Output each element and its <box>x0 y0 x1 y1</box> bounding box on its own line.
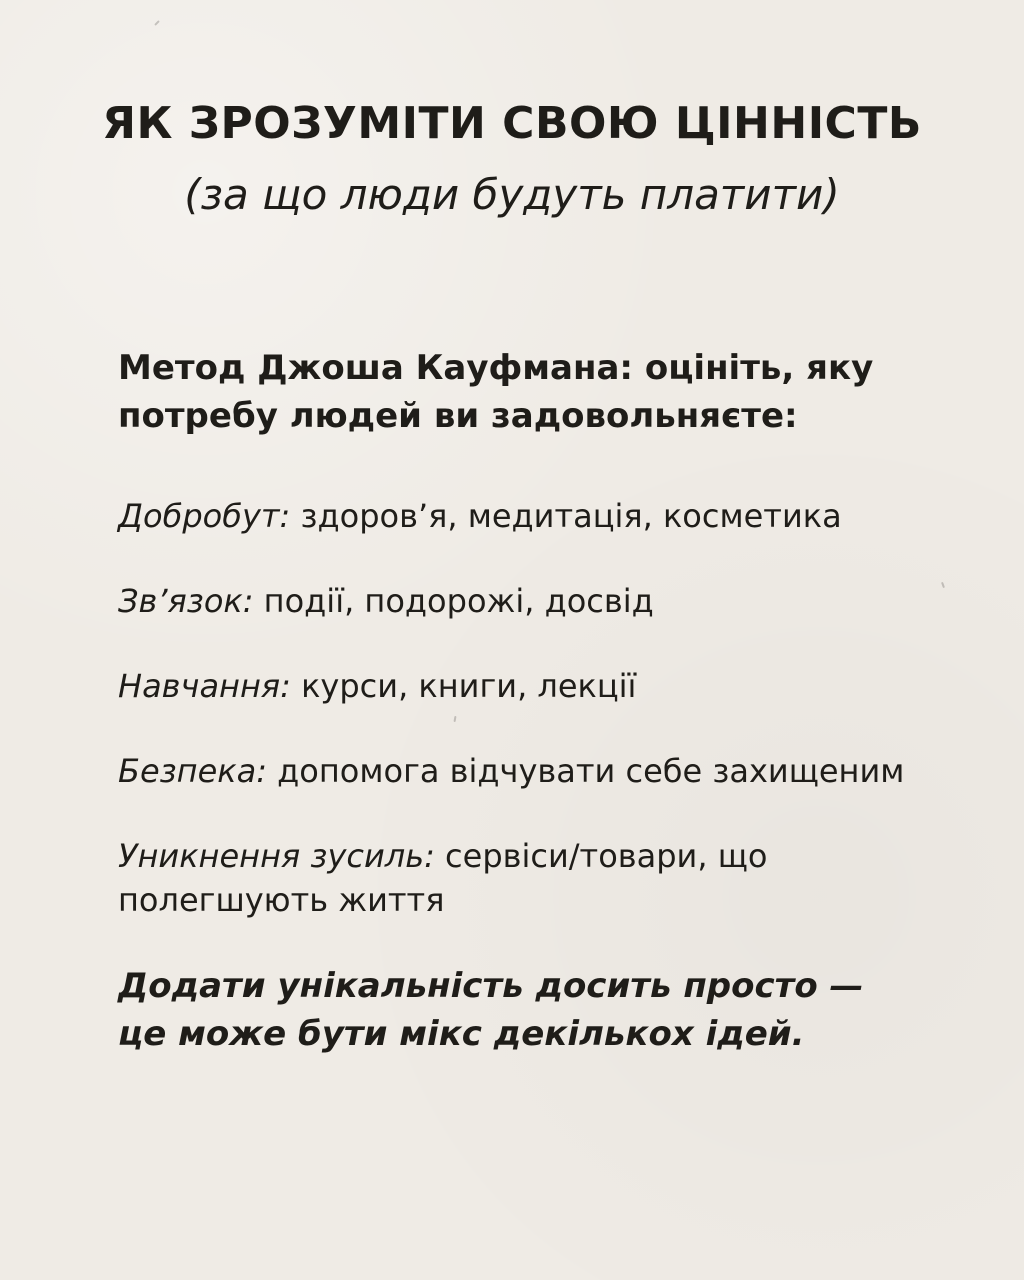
paper-speck <box>154 20 160 26</box>
need-item-connection <box>118 579 938 623</box>
need-label: Навчання: <box>118 667 291 705</box>
need-item-learning <box>118 664 938 708</box>
need-item-safety <box>118 749 938 793</box>
paper-speck <box>453 716 456 722</box>
need-item-wellbeing <box>118 494 938 538</box>
need-item-effort-avoidance <box>118 834 818 922</box>
closing-text: Додати унікальність досить просто — це може бути мікс декількох ідей. <box>118 966 864 1054</box>
need-description: події, подорожі, досвід <box>253 582 654 620</box>
need-label: Безпека: <box>118 752 267 790</box>
need-label: Зв’язок: <box>118 582 254 620</box>
need-label: Уникнення зусиль: <box>118 837 435 875</box>
need-description: допомога відчувати себе захищеним <box>266 752 905 790</box>
need-description: здоров’я, медитація, косметика <box>290 497 842 535</box>
page-subtitle: (за що люди будуть платити) <box>184 170 840 219</box>
page-title: ЯК ЗРОЗУМІТИ СВОЮ ЦІННІСТЬ <box>102 98 922 149</box>
need-label: Добробут: <box>118 497 291 535</box>
need-description: сервіси/товари, що полегшують життя <box>118 837 768 919</box>
intro-text: Метод Джоша Кауфмана: оцініть, яку потребу людей ви задовольняєте: <box>118 348 874 436</box>
need-description: курси, книги, лекції <box>290 667 637 705</box>
paper-speck <box>941 582 945 588</box>
